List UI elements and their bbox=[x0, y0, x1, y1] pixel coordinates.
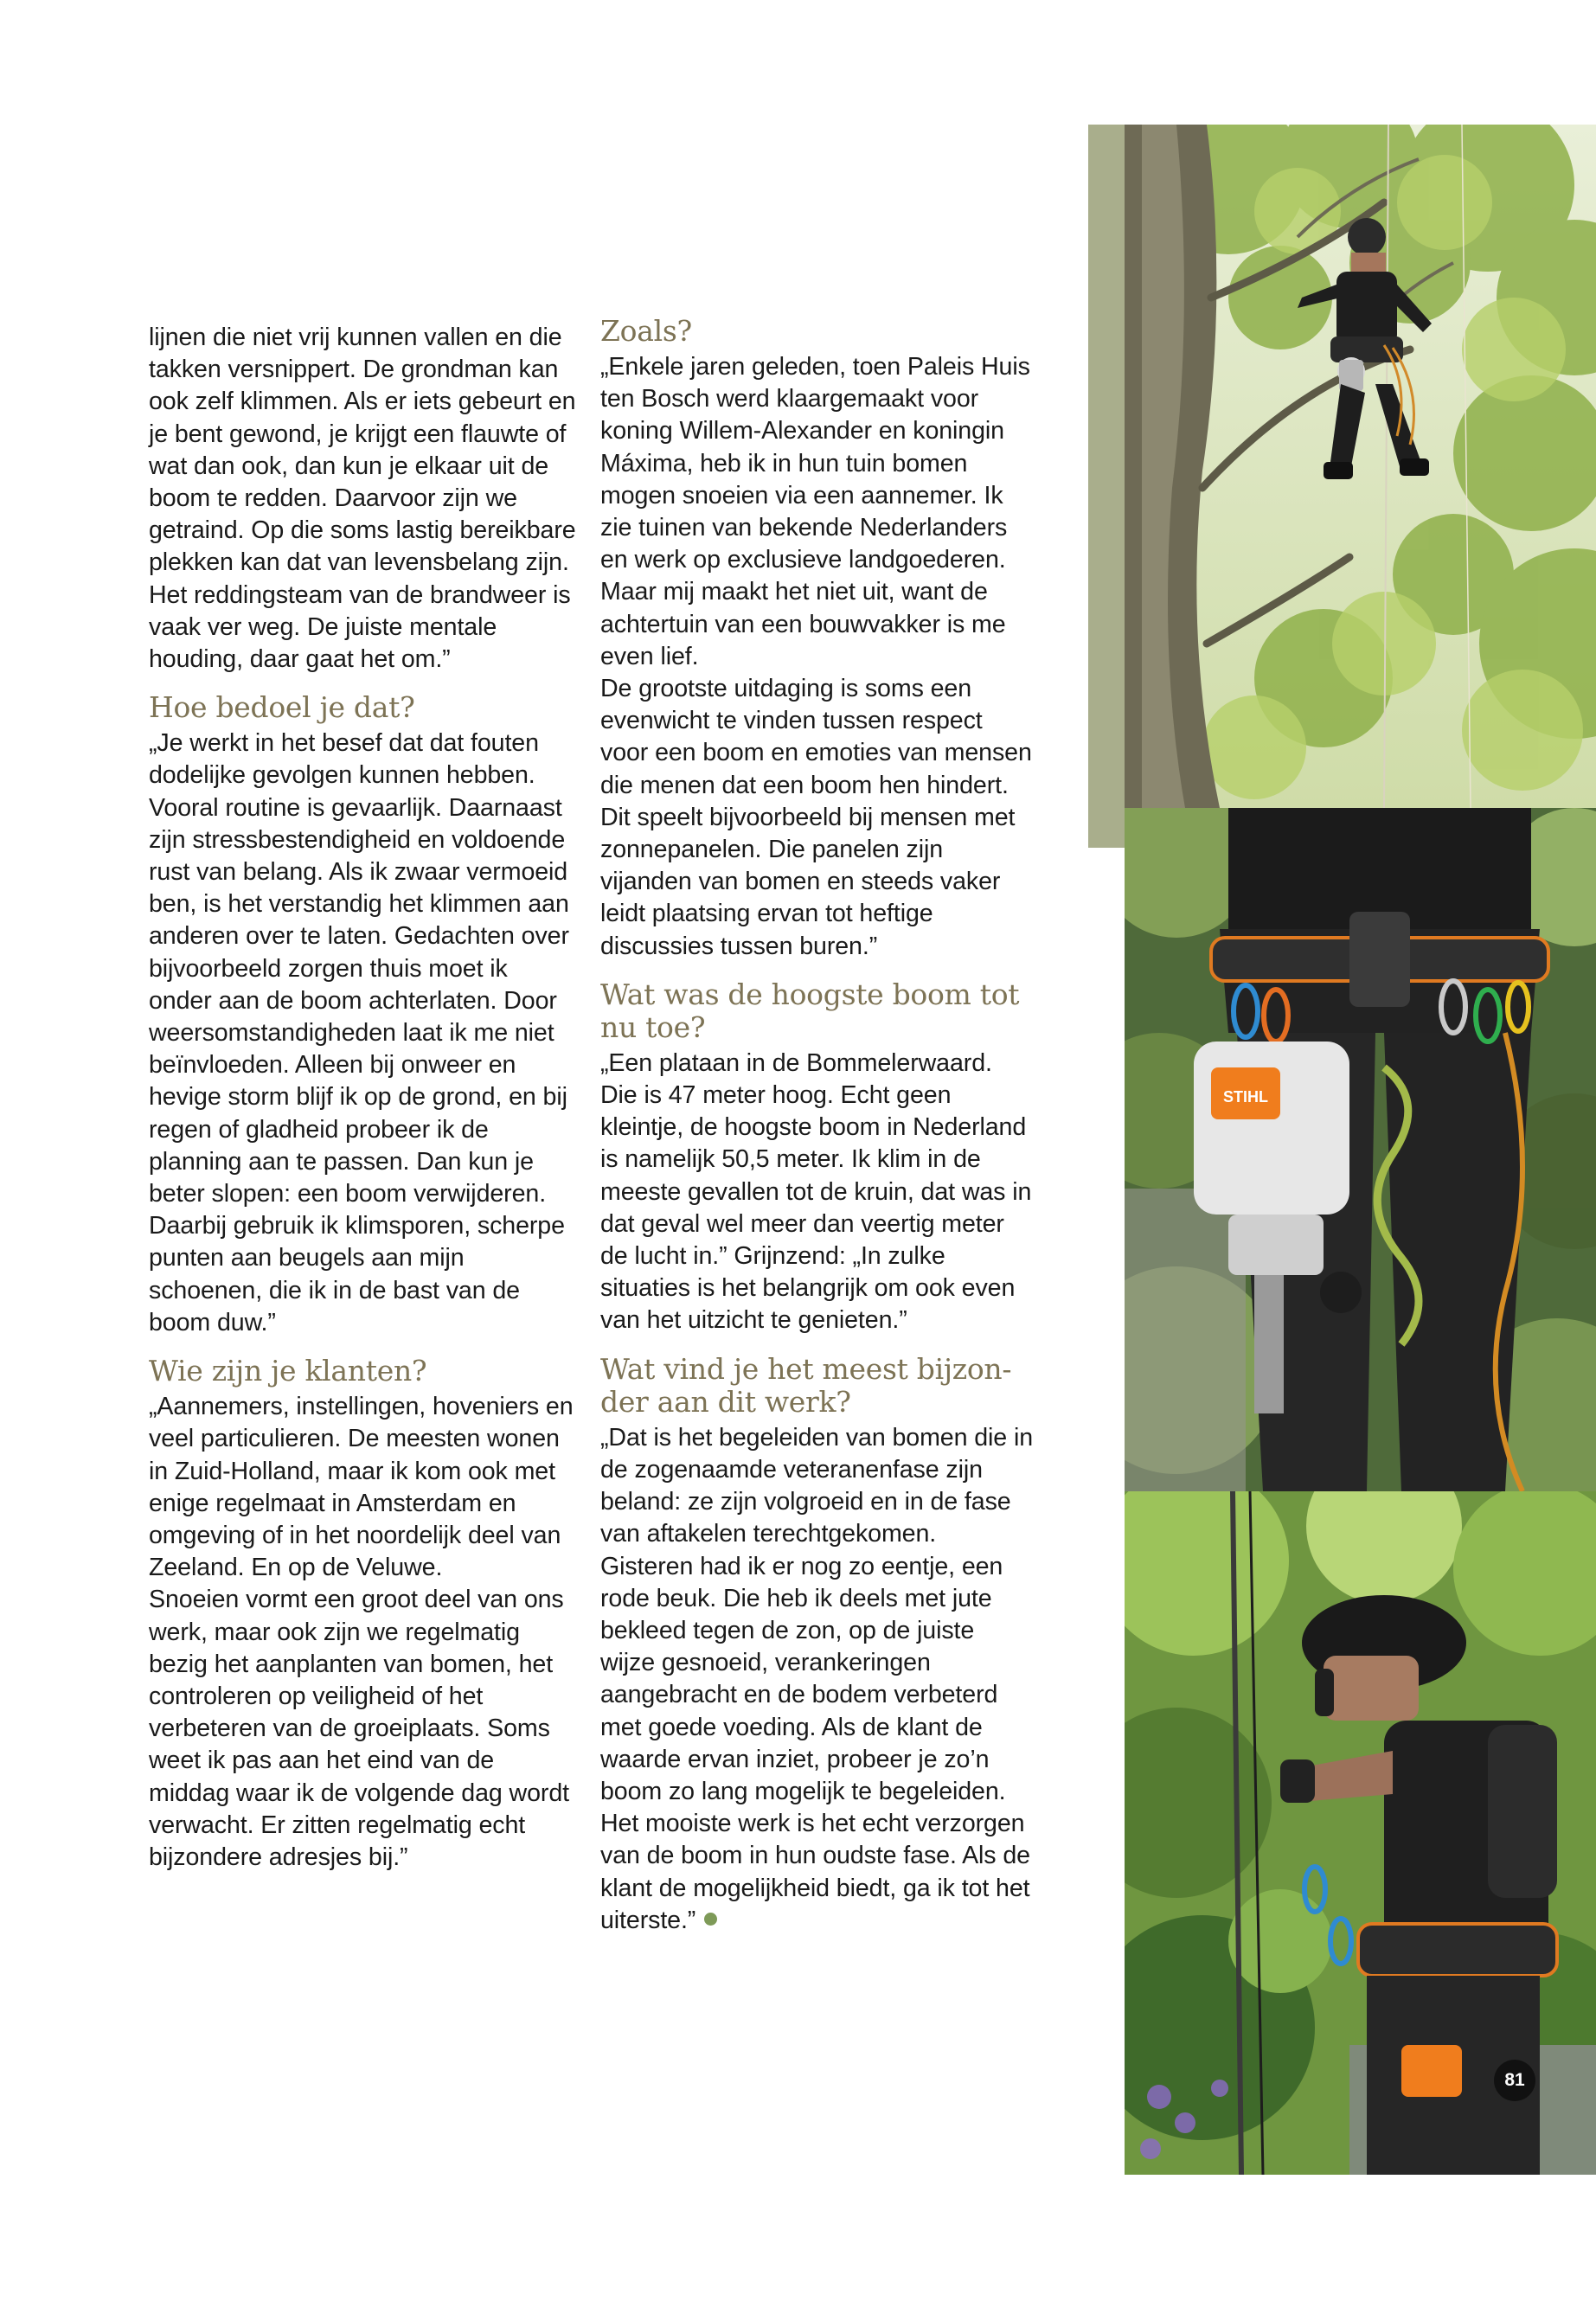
question-heading: Wat was de hoogste boom tot nu toe? bbox=[600, 977, 1020, 1044]
intro-paragraph: lijnen die niet vrij kunnen vallen en die takken versnippert. De grondman kan ook zelf klimmen. Als er iets gebeurt en je bent gewond, je krijgt een flauwte of wat dan ook, dan kun je elkaar uit de boom te redden. Daarvoor zijn we getraind. Op die soms lastig bereikbare plekken kan dat van levensbelang zijn. Het reddingsteam van de brandweer is vaak ver weg. De juiste mentale houding, daar gaat het om.” bbox=[149, 324, 576, 674]
photo-harness-chainsaw bbox=[1125, 808, 1596, 1491]
question-heading: Zoals? bbox=[600, 314, 692, 348]
text-column-left bbox=[149, 322, 577, 1874]
answer-paragraph bbox=[600, 1422, 1033, 1937]
photo-arborist-climbing bbox=[1125, 125, 1596, 808]
answer-paragraph: Snoeien vormt een groot deel van ons werk, maar ook zijn we regelmatig bezig het aanplanten van bomen, het controleren op veiligheid of het verbeteren van de groeiplaats. Soms weet ik pas aan het eind van de middag waar ik de volgende dag wordt verwacht. Er zitten regelmatig echt bijzondere adresjes bij.” bbox=[149, 1586, 569, 1871]
answer-paragraph: „Enkele jaren geleden, toen Paleis Huis ten Bosch werd klaargemaakt voor koning Willem-Alexander en koningin Máxima, heb ik in hun tuin bomen mogen snoeien via een aannemer. Ik zie tuinen van bekende Nederlanders en werk op exclusieve landgoederen. Maar mij maakt het niet uit, want de achtertuin van een bouwvakker is me even lief. bbox=[600, 353, 1030, 670]
question-heading: Wie zijn je klanten? bbox=[149, 1354, 427, 1388]
question-heading: Hoe bedoel je dat? bbox=[149, 690, 415, 725]
answer-paragraph: „Je werkt in het besef dat dat fouten dodelijke gevolgen kunnen hebben. Vooral routine is gevaarlijk. Daarnaast zijn stressbestendigheid en voldoende rust van belang. Als ik zwaar vermoeid ben, is het verstandig het klimmen aan anderen over te laten. Gedachten over bijvoorbeeld zorgen thuis moet ik onder aan de boom achterlaten. Door weersomstandigheden laat ik me niet beïnvloeden. Alleen bij onweer en hevige storm blijf ik op de grond, en bij regen of gladheid probeer ik de planning aan te passen. Dan kun je beter slopen: een boom verwijderen. Daarbij gebruik ik klimsporen, scherpe punten aan beugels aan mijn schoenen, die ik in de bast van de boom duw.” bbox=[149, 729, 569, 1336]
answer-paragraph: „Een plataan in de Bommelerwaard. Die is 47 meter hoog. Echt geen kleintje, de hoogste boom in Nederland is namelijk 50,5 meter. Ik klim in de meeste gevallen tot de kruin, dat was in dat geval wel meer dan veertig meter de lucht in.” Grijnzend: „In zulke situaties is het belangrijk om ook even van het uitzicht te genieten.” bbox=[600, 1048, 1032, 1335]
chainsaw-brand-label: STIHL bbox=[1223, 1088, 1268, 1106]
answer-paragraph: De grootste uitdaging is soms een evenwicht te vinden tussen respect voor een boom en emoties van mensen die menen dat een boom hen hindert. Dit speelt bijvoorbeeld bij mensen met zonnepanelen. Die panelen zijn vijanden van bomen en steeds vaker leidt plaatsing ervan tot heftige discussies tussen buren.” bbox=[600, 675, 1032, 960]
end-of-article-dot bbox=[704, 1913, 717, 1926]
page-number: 81 bbox=[1494, 2060, 1535, 2101]
question-heading: Wat vind je het meest bijzonder aan dit werk? bbox=[600, 1351, 1012, 1419]
answer-paragraph: „Aannemers, instellingen, hoveniers en veel particulieren. De meesten wonen in Zuid-Holland, maar ik kom ook met enige regelmaat in Amsterdam en omgeving of in het noordelijk deel van Zeeland. En op de Veluwe. bbox=[149, 1393, 574, 1582]
text-column-right bbox=[600, 314, 1033, 1937]
closing-answer-text: „Dat is het begeleiden van bomen die in de zogenaamde veteranenfase zijn beland: ze zijn volgroeid en in de fase van aftakelen terechtgekomen. Gisteren had ik er nog zo eentje, een rode beuk. Die heb ik deels met jute bekleed tegen de zon, op de juiste wijze gesnoeid, verankeringen aangebracht en de bodem verbeterd met goede voeding. Als de klant de waarde ervan inziet, probeer je zo’n boom zo lang mogelijk te begeleiden. Het mooiste werk is het echt verzorgen van de boom in hun oudste fase. Als de klant de mogelijkheid biedt, ga ik tot het uiterste.” bbox=[600, 1423, 1033, 1934]
